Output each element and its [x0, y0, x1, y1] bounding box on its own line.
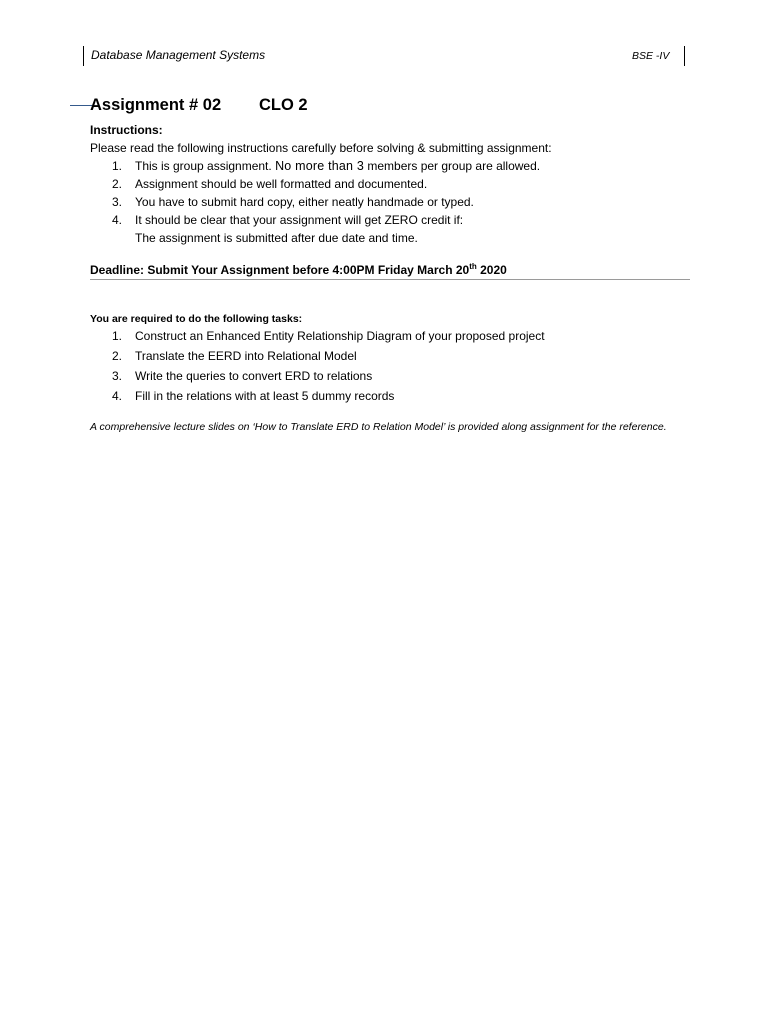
instruction-number: 1.	[112, 159, 123, 173]
task-item: Fill in the relations with at least 5 dummy records	[135, 389, 395, 403]
section-divider	[90, 279, 690, 280]
instruction-emphasis: No more than 3	[275, 159, 365, 173]
instruction-number: 4.	[112, 213, 123, 227]
instructions-intro: Please read the following instructions carefully before solving & submitting assignment:	[90, 141, 552, 155]
deadline-ordinal: th	[469, 262, 477, 271]
title-accent-line	[70, 105, 92, 106]
tasks-heading: You are required to do the following tasks:	[90, 313, 303, 325]
task-number: 2.	[112, 349, 123, 363]
task-number: 3.	[112, 369, 123, 383]
task-item: Translate the EERD into Relational Model	[135, 349, 357, 363]
assignment-title: Assignment # 02	[90, 96, 222, 114]
instruction-text: This is group assignment.	[135, 159, 276, 173]
instruction-item: You have to submit hard copy, either neatly handmade or typed.	[135, 195, 474, 209]
header-class: BSE -IV	[632, 50, 670, 62]
deadline-line	[90, 261, 507, 279]
clo-label: CLO 2	[259, 96, 308, 114]
instruction-text: members per group are allowed.	[364, 159, 541, 173]
instruction-number: 3.	[112, 195, 123, 209]
deadline-text: Deadline: Submit Your Assignment before 4:00PM Friday March 20	[90, 263, 470, 277]
task-number: 1.	[112, 329, 123, 343]
instructions-heading: Instructions:	[90, 123, 163, 137]
task-number: 4.	[112, 389, 123, 403]
header-right-rule	[684, 46, 685, 66]
instruction-number: 2.	[112, 177, 123, 191]
task-item: Write the queries to convert ERD to relations	[135, 369, 373, 383]
instruction-item: It should be clear that your assignment will get ZERO credit if:	[135, 213, 464, 227]
instruction-item	[135, 157, 540, 175]
reference-note: A comprehensive lecture slides on ‘How to Translate ERD to Relation Model’ is provided along assignment for the reference.	[90, 421, 667, 433]
header-course-name: Database Management Systems	[91, 48, 266, 62]
header-left-rule	[83, 46, 84, 66]
instruction-item: Assignment should be well formatted and documented.	[135, 177, 428, 191]
task-item: Construct an Enhanced Entity Relationship Diagram of your proposed project	[135, 329, 545, 343]
instruction-continuation: The assignment is submitted after due date and time.	[135, 231, 418, 245]
deadline-year: 2020	[476, 263, 507, 277]
